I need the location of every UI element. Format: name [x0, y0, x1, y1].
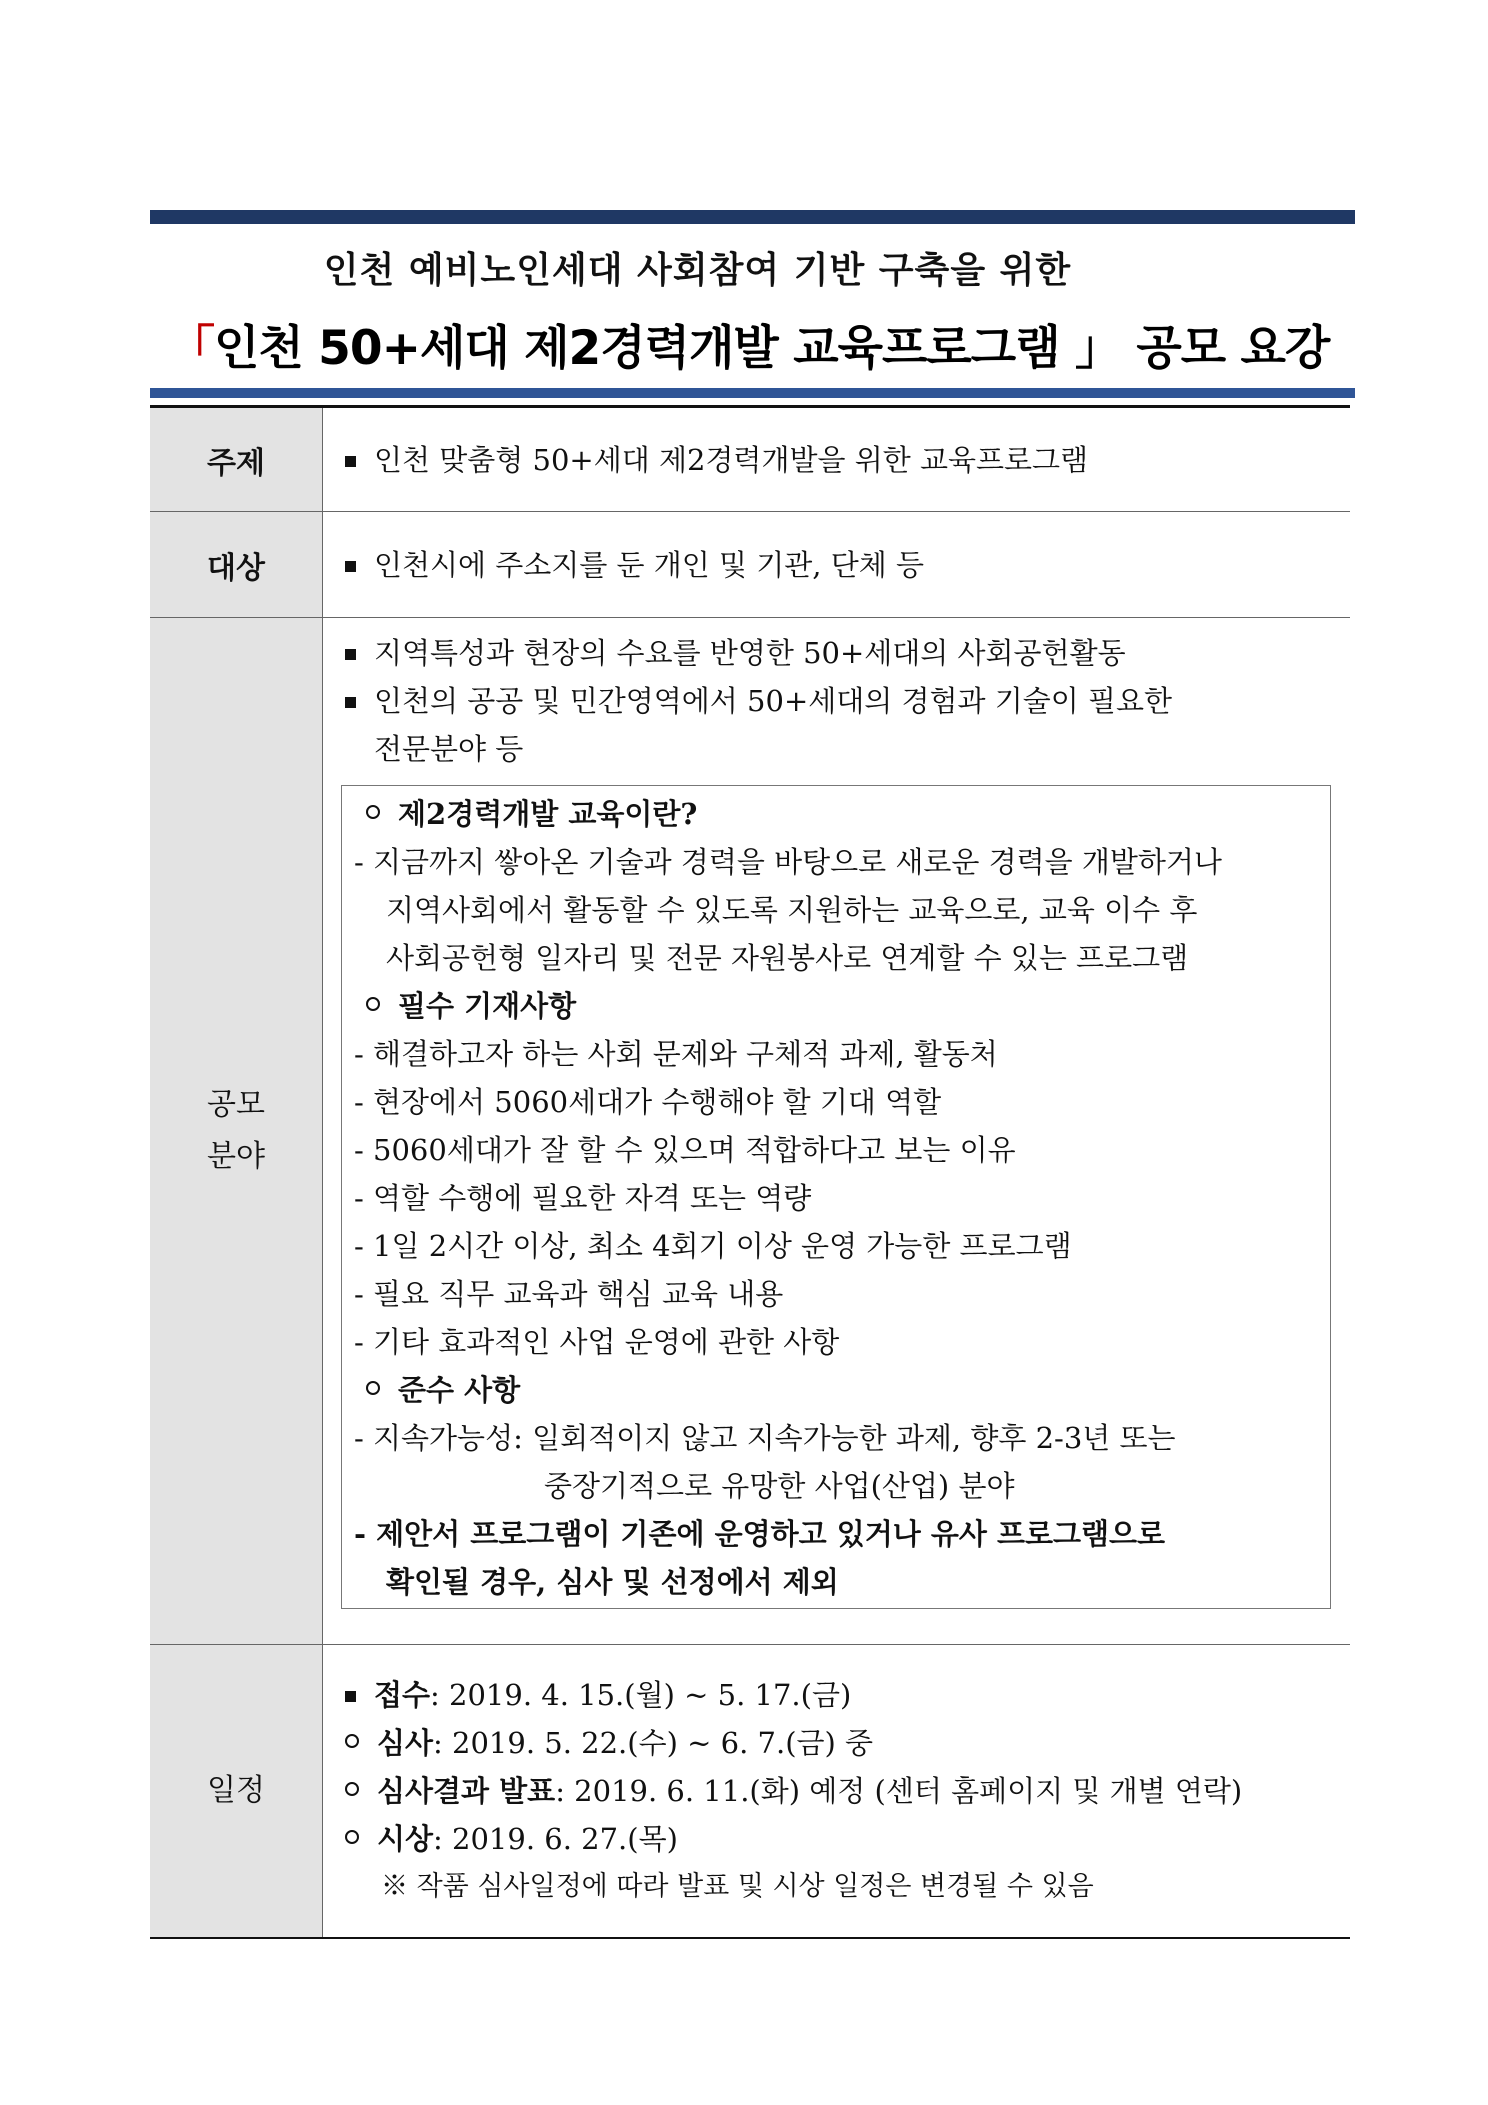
title-text: 인천 50+세대 제2경력개발 교육프로그램 」 공모 요강 — [214, 321, 1330, 376]
compliance-line-3: - 제안서 프로그램이 기존에 운영하고 있거나 유사 프로그램으로 — [354, 1517, 1166, 1551]
document-header — [150, 210, 1355, 398]
circle-bullet-icon — [366, 997, 380, 1011]
header-bottom-bar — [150, 388, 1355, 398]
review-value: : 2019. 5. 22.(수) ~ 6. 7.(금) 중 — [433, 1726, 874, 1760]
section-title-definition: 제2경력개발 교육이란? — [398, 797, 698, 831]
row-target — [150, 512, 1350, 618]
content-subject — [323, 407, 1351, 512]
square-bullet-icon — [345, 456, 356, 467]
label-field-line2: 분야 — [207, 1139, 265, 1174]
label-field — [150, 618, 323, 1645]
circle-bullet-icon — [345, 1782, 359, 1796]
field-bullet-2-cont: 전문분야 등 — [374, 732, 524, 766]
square-bullet-icon — [345, 561, 356, 572]
label-subject: 주제 — [150, 407, 323, 512]
definition-line-3: 사회공헌형 일자리 및 전문 자원봉사로 연계할 수 있는 프로그램 — [386, 941, 1189, 975]
square-bullet-icon — [345, 1691, 356, 1702]
document-subtitle: 인천 예비노인세대 사회참여 기반 구축을 위한 — [323, 250, 1072, 291]
award-value: : 2019. 6. 27.(목) — [433, 1822, 678, 1856]
content-field — [323, 618, 1351, 1645]
result-label: 심사결과 발표 — [377, 1774, 556, 1808]
receipt-label: 접수 — [374, 1678, 431, 1712]
section-title-required: 필수 기재사항 — [398, 989, 577, 1023]
details-box — [341, 785, 1331, 1609]
circle-bullet-icon — [345, 1830, 359, 1844]
square-bullet-icon — [345, 697, 356, 708]
field-bullet-2: 인천의 공공 및 민간영역에서 50+세대의 경험과 기술이 필요한 — [374, 684, 1173, 718]
required-item: - 기타 효과적인 사업 운영에 관한 사항 — [354, 1325, 840, 1359]
result-value: : 2019. 6. 11.(화) 예정 (센터 홈페이지 및 개별 연락) — [555, 1774, 1243, 1808]
required-item: - 현장에서 5060세대가 수행해야 할 기대 역할 — [354, 1085, 942, 1119]
circle-bullet-icon — [366, 805, 380, 819]
document-title — [168, 311, 1355, 378]
target-text: 인천시에 주소지를 둔 개인 및 기관, 단체 등 — [374, 547, 924, 582]
row-field — [150, 618, 1350, 1645]
required-item: - 필요 직무 교육과 핵심 교육 내용 — [354, 1277, 784, 1311]
schedule-note: ※ 작품 심사일정에 따라 발표 및 시상 일정은 변경될 수 있음 — [381, 1871, 1094, 1902]
definition-line-1: - 지금까지 쌓아온 기술과 경력을 바탕으로 새로운 경력을 개발하거나 — [354, 845, 1222, 879]
compliance-line-4: 확인될 경우, 심사 및 선정에서 제외 — [386, 1565, 839, 1599]
label-schedule: 일정 — [150, 1645, 323, 1939]
title-bracket: 「 — [168, 321, 214, 376]
review-label: 심사 — [377, 1726, 434, 1760]
row-schedule — [150, 1645, 1350, 1939]
subject-text: 인천 맞춤형 50+세대 제2경력개발을 위한 교육프로그램 — [374, 442, 1089, 477]
award-label: 시상 — [377, 1822, 434, 1856]
content-target — [323, 512, 1351, 618]
content-schedule — [323, 1645, 1351, 1939]
compliance-line-1: - 지속가능성: 일회적이지 않고 지속가능한 과제, 향후 2-3년 또는 — [354, 1421, 1176, 1455]
circle-bullet-icon — [366, 1381, 380, 1395]
row-subject — [150, 407, 1350, 512]
header-top-bar — [150, 210, 1355, 224]
circle-bullet-icon — [345, 1734, 359, 1748]
required-item: - 역할 수행에 필요한 자격 또는 역량 — [354, 1181, 812, 1215]
required-item: - 1일 2시간 이상, 최소 4회기 이상 운영 가능한 프로그램 — [354, 1229, 1072, 1263]
receipt-value: : 2019. 4. 15.(월) ~ 5. 17.(금) — [430, 1678, 852, 1712]
label-field-line1: 공모 — [207, 1087, 265, 1122]
compliance-line-2: 중장기적으로 유망한 사업(산업) 분야 — [544, 1469, 1015, 1503]
label-target: 대상 — [150, 512, 323, 618]
contest-overview-table — [150, 405, 1350, 1939]
definition-line-2: 지역사회에서 활동할 수 있도록 지원하는 교육으로, 교육 이수 후 — [386, 893, 1198, 927]
square-bullet-icon — [345, 649, 356, 660]
section-title-compliance: 준수 사항 — [398, 1373, 521, 1407]
required-item: - 해결하고자 하는 사회 문제와 구체적 과제, 활동처 — [354, 1037, 998, 1071]
field-bullet-1: 지역특성과 현장의 수요를 반영한 50+세대의 사회공헌활동 — [374, 636, 1126, 670]
required-item: - 5060세대가 잘 할 수 있으며 적합하다고 보는 이유 — [354, 1133, 1016, 1167]
